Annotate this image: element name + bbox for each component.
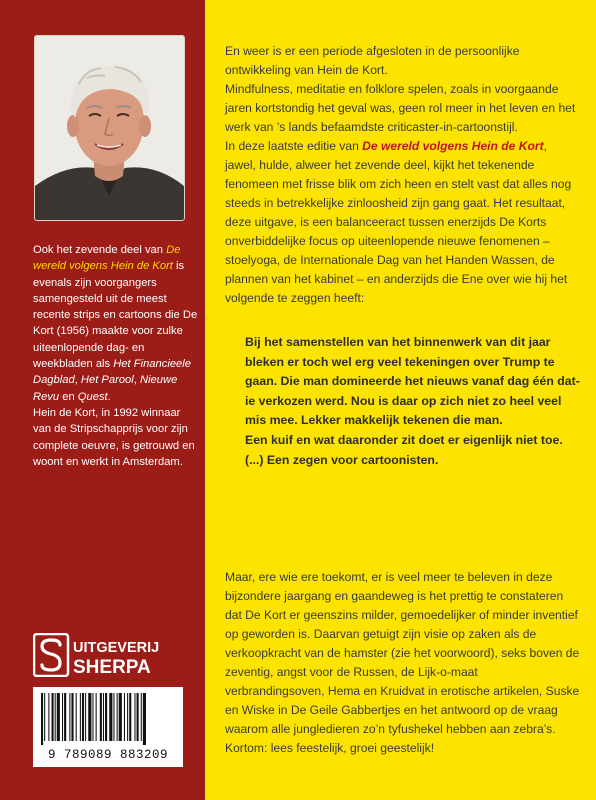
right-panel — [205, 0, 596, 800]
bio-paragraph-2: Hein de Kort, in 1992 winnaar van de Stripschapprijs voor zijn complete oeuvre, is getrouwd en woont en werkt in Amsterdam. — [33, 406, 195, 468]
barcode — [33, 687, 183, 767]
blurb-intro — [225, 42, 580, 308]
isbn-number: 9 789089 883209 — [47, 748, 169, 762]
quote-paragraph-1: Bij het samenstellen van het binnenwerk van dit jaar bleken er toch wel erg veel tekeningen over Trump te gaan. Die man domineerde het nieuws vanaf dag één dat-ie verkozen werd. Nou is daar op zich niet zo heel veel mis mee. Lekker makkelijk tekenen die man. — [245, 335, 580, 428]
publication-parool: Het Parool — [80, 374, 134, 387]
quote-paragraph-2: Een kuif en wat daaronder zit doet er eigenlijk niet toe. — [245, 432, 563, 447]
closing-paragraph-2: Kortom: lees feestelijk, groei geestelijk! — [225, 741, 435, 755]
publisher-logo — [33, 633, 183, 677]
publication-quest: Quest — [77, 390, 108, 403]
author-bio — [33, 242, 201, 470]
book-title-highlight: De wereld volgens Hein de Kort — [362, 139, 544, 153]
left-panel — [0, 0, 205, 800]
blurb-closing — [225, 568, 580, 758]
quote-paragraph-3: (...) Een zegen voor cartoonisten. — [245, 452, 439, 467]
intro-paragraph-3: In deze laatste editie van De wereld volgens Hein de Kort, jawel, hulde, alweer het zevende deel, kijkt het tekenende fenomeen met frisse blik om zich heen en stelt vast dat alles nog steeds in betrekkelijke zinloosheid zijn gang gaat. Het resultaat, deze uitgave, is een balanceeract tussen enerzijds De Korts onverbiddelijke focus op uiteenlopende nieuwe fenomenen – stoelyoga, de Internationale Dag van het Handen Wassen, de plannen van het kabinet – en anderzijds die Ene over wie hij het volgende te zeggen heeft: — [225, 139, 572, 305]
intro-paragraph-1: En weer is er een periode afgesloten in de persoonlijke ontwikkeling van Hein de Kort. — [225, 44, 520, 77]
publication-revu: Nieuwe Revu — [33, 374, 178, 403]
bio-book-title: De wereld volgens Hein de Kort — [33, 244, 181, 273]
barcode-bars — [33, 687, 183, 745]
publisher-name-line2: SHERPA — [73, 657, 151, 677]
blurb-quote — [245, 333, 580, 470]
intro-paragraph-2: Mindfulness, meditatie en folklore spelen, zoals in voorgaande jaren kortstondig het geval was, geen rol meer in het leven en het werk van ’s lands befaamdste criticaster-in-cartoonstijl. — [225, 82, 576, 134]
bio-paragraph-1: Ook het zevende deel van De wereld volgens Hein de Kort is evenals zijn voorgangers samengesteld uit de meest recente strips en cartoons die De Kort (1956) maakte voor zulke uiteenlopende dag- en weekbladen als Het Financieele Dagblad, Het Parool, Nieuwe Revu en Quest. — [33, 244, 198, 403]
closing-paragraph-1: Maar, ere wie ere toekomt, er is veel meer te beleven in deze bijzondere jaargang en gaandeweg is het prettig te constateren dat De Kort er geenszins milder, gemoedelijker of minder inventief op geworden is. Daarvan getuigt zijn visie op zaken als de verkoopkracht van de hamster (zie het voorwoord), seks boven de zeventig, angst voor de Russen, de Lijk-o-maat verbrandingsoven, Hema en Kruidvat in erotische artikelen, Suske en Wiske in De Geile Gabbertjes en het antwoord op de vraag waarom alle jungledieren zo’n tyfushekel hebben aan zebra’s. — [225, 570, 580, 736]
publisher-name-line1: UITGEVERIJ — [73, 640, 160, 656]
author-photo — [34, 35, 185, 221]
publication-fd: Het Financieele Dagblad — [33, 358, 191, 387]
